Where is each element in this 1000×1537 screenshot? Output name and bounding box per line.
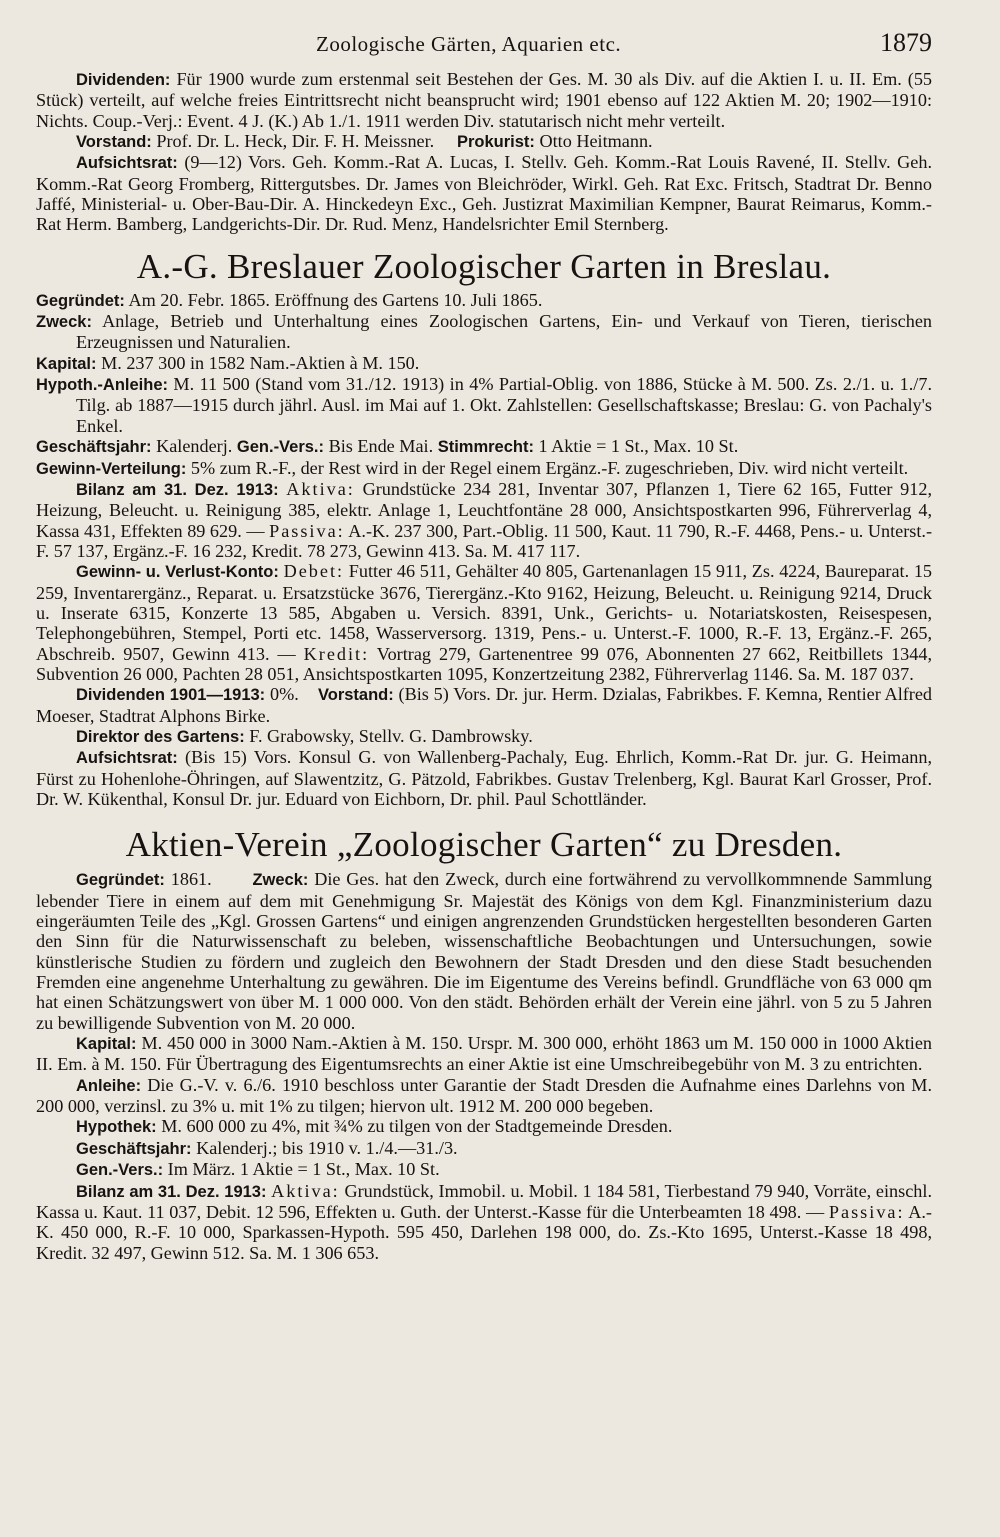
label: Gegründet:: [36, 291, 125, 310]
kredit-label: Kredit:: [303, 643, 370, 664]
zweck-paragraph: [36, 311, 932, 353]
geschaeftsjahr-paragraph: [36, 1138, 932, 1159]
text: Grundstück, Immobil. u. Mobil. 1 184 581, Tierbestand 79 940, Vorräte, einschl. Kassa u. Kaut. 11 037, Debit. 12 596, Effekten u. Guth. der Unterst.-Kasse für die Unterbeamten 18 498. —: [36, 1180, 932, 1222]
text: Im März. 1 Aktie = 1 St., Max. 10 St.: [167, 1159, 440, 1180]
text: M. 11 500 (Stand vom 31./12. 1913) in 4% Partial-Oblig. von 1886, Stücke à M. 500. Zs. 2./1. u. 1./7. Tilg. ab 1887—1915 durch jährl. Ausl. im Mai auf 1. Okt. Zahlstellen: Gesellschaftskasse; Breslau: G. von Pachaly's Enkel.: [76, 374, 932, 436]
bilanz-paragraph: [36, 1181, 932, 1263]
direktor-paragraph: [36, 726, 932, 747]
text: (9—12) Vors. Geh. Komm.-Rat A. Lucas, I. Stellv. Geh. Komm.-Rat Louis Ravené, II. Stellv. Geh. Komm.-Rat Georg Fromberg, Rittergutsbes. Dr. James von Bleichröder, Wirkl. Geh. Rat Exc. Fritsch, Stadtrat Dr. Benno Jaffé, Ministerial- u. Ober-Bau-Dir. A. Hinckedeyn Exc., Geh. Justizrat Maximilian Kempner, Baurat Reimarus, Komm.-Rat Herm. Bamberg, Landgerichts-Dir. Dr. Rud. Menz, Handelsrichter Emil Sternberg.: [36, 152, 932, 235]
label: Bilanz am 31. Dez. 1913:: [76, 1182, 267, 1201]
hypoth-anleihe-paragraph: [36, 374, 932, 436]
text: Vortrag 279, Gartenentree 99 076, Abonnenten 27 662, Reitbillets 1344, Subvention 26 000, Pachten 28 051, Ansichtspostkarten 1095, Konzertzeitung 2382, Führerverlag 1146. Sa. M. 187 037.: [36, 643, 932, 684]
text: Otto Heitmann.: [539, 131, 653, 152]
text: (Bis 5) Vors. Dr. jur. Herm. Dzialas, Fabrikbes. F. Kemna, Rentier Alfred Moeser, Stadtrat Alphons Birke.: [36, 684, 933, 726]
label: Kapital:: [36, 354, 97, 373]
bilanz-paragraph: [36, 479, 932, 561]
text: 0%.: [269, 684, 299, 705]
passiva-label: Passiva:: [828, 1201, 905, 1222]
label: Hypothek:: [76, 1118, 157, 1137]
label: Gen.-Vers.:: [236, 438, 325, 457]
text: Anlage, Betrieb und Unterhaltung eines Zoologischen Gartens, Ein- und Verkauf von Tieren, tierischen Erzeugnissen und Naturalien.: [76, 311, 933, 353]
label: Geschäftsjahr:: [76, 1139, 192, 1158]
text: (Bis 15) Vors. Konsul G. von Wallenberg-Pachaly, Eug. Ehrlich, Komm.-Rat Dr. jur. G. Heimann, Fürst zu Hohenlohe-Öhringen, auf Slawentzitz, G. Pätzold, Fabrikbes. Gustav Trelenberg, Kgl. Baurat Karl Grosser, Prof. Dr. W. Kükenthal, Konsul Dr. jur. Eduard von Eichborn, Dr. phil. Paul Schottländer.: [36, 747, 933, 809]
gen-vers-paragraph: [36, 1159, 932, 1180]
label: Hypoth.-Anleihe:: [36, 376, 168, 395]
label: Stimmrecht:: [437, 438, 534, 457]
text: 1 Aktie = 1 St., Max. 10 St.: [538, 436, 739, 457]
text: 5% zum R.-F., der Rest wird in der Regel einem Ergänz.-F. zugeschrieben, Div. wird nicht verteilt.: [190, 457, 909, 478]
running-title: Zoologische Gärten, Aquarien etc.: [316, 32, 622, 56]
debet-label: Debet:: [283, 561, 345, 582]
label: Kapital:: [76, 1035, 137, 1054]
kapital-paragraph: [36, 353, 932, 374]
label: Vorstand:: [317, 686, 394, 705]
label: Gen.-Vers.:: [76, 1161, 164, 1180]
label: Anleihe:: [76, 1076, 142, 1095]
page-body: [36, 69, 932, 1263]
section-title-breslau: A.-G. Breslauer Zoologischer Garten in Breslau.: [136, 246, 832, 286]
label: Bilanz am 31. Dez. 1913:: [76, 480, 279, 499]
text: M. 237 300 in 1582 Nam.-Aktien à M. 150.: [101, 352, 420, 373]
label: Aufsichtsrat:: [76, 154, 178, 173]
label: Prokurist:: [456, 133, 535, 152]
label: Geschäftsjahr:: [36, 438, 152, 457]
gegruendet-paragraph: [36, 290, 932, 311]
aktiva-label: Aktiva:: [271, 1180, 340, 1201]
guv-paragraph: [36, 561, 932, 684]
text: 1861.: [170, 869, 212, 890]
dividenden-vorstand-paragraph: [36, 684, 932, 726]
label: Direktor des Gartens:: [76, 727, 245, 746]
label: Gewinn- u. Verlust-Konto:: [76, 563, 279, 582]
label: Gegründet:: [76, 871, 165, 890]
aktiva-label: Aktiva:: [286, 478, 355, 499]
text: Am 20. Febr. 1865. Eröffnung des Gartens 10. Juli 1865.: [128, 289, 543, 310]
text: A.-K. 237 300, Part.-Oblig. 11 500, Kaut. 11 790, R.-F. 4468, Pens.- u. Unterst.-F. 57 137, Ergänz.-F. 16 232, Kredit. 78 273, Gewinn 413. Sa. M. 417 117.: [36, 520, 933, 561]
text: Futter 46 511, Gehälter 40 805, Gartenanlagen 15 911, Zs. 4224, Baureparat. 15 259, Inventarergänz., Reparat. u. Ersatzstücke 3676, Tierergänz.-Kto 9162, Heizung, Beleucht. u. Reinigung 9214, Druck u. Inserate 6315, Konzerte 13 585, Abgaben u. Versich. 8391, Unk., Gerichts- u. Notariatskosten, Reisespesen, Telephongebühren, Stempel, Porti etc. 1458, Wasserversorg. 1319, Pens.- u. Unterst.-F. 1000, R.-F. 13, Ergänz.-F. 265, Abschreib. 9507, Gewinn 413. —: [36, 561, 933, 664]
text: Kalenderj.: [156, 436, 233, 457]
hypothek-paragraph: [36, 1116, 932, 1137]
text: M. 600 000 zu 4%, mit ¾% zu tilgen von der Stadtgemeinde Dresden.: [161, 1116, 673, 1137]
anleihe-paragraph: [36, 1075, 932, 1117]
geschaeftsjahr-paragraph: [36, 436, 932, 457]
label: Gewinn-Verteilung:: [36, 459, 187, 478]
dividenden-paragraph: [36, 69, 932, 131]
text: Kalenderj.; bis 1910 v. 1./4.—31./3.: [196, 1137, 458, 1158]
running-header: [0, 28, 1000, 62]
label: Zweck:: [36, 313, 92, 332]
aufsichtsrat-paragraph: [36, 152, 932, 234]
text: Für 1900 wurde zum erstenmal seit Bestehen der Ges. M. 30 als Div. auf die Aktien I. u. II. Em. (55 Stück) verteilt, auf welche freies Eintrittsrecht nicht beansprucht wird; 1901 ebenso auf 122 Aktien M. 20; 1902—1910: Nichts. Coup.-Verj.: Event. 4 J. (K.) Ab 1./1. 1911 werden Div. statutarisch nicht mehr verteilt.: [36, 69, 933, 131]
text: Prof. Dr. L. Heck, Dir. F. H. Meissner.: [156, 131, 435, 152]
aufsichtsrat-paragraph: [36, 747, 932, 809]
gewinn-verteilung-paragraph: [36, 458, 932, 479]
label: Vorstand:: [76, 133, 152, 152]
text: F. Grabowsky, Stellv. G. Dambrowsky.: [249, 725, 533, 746]
passiva-label: Passiva:: [269, 520, 345, 541]
section-title-dresden: Aktien-Verein „Zoologischer Garten“ zu Dresden.: [125, 825, 843, 865]
label: Zweck:: [252, 871, 309, 890]
label: Dividenden:: [76, 71, 171, 89]
label: Dividenden 1901—1913:: [76, 686, 266, 705]
vorstand-paragraph: [36, 131, 932, 152]
text: M. 450 000 in 3000 Nam.-Aktien à M. 150. Urspr. M. 300 000, erhöht 1863 um M. 150 000 in 1000 Aktien II. Em. à M. 150. Für Übertragung des Eigentumsrechts an einer Aktie ist eine Umschreibegebühr von M. 3 zu entrichten.: [36, 1033, 932, 1075]
label: Aufsichtsrat:: [76, 749, 178, 768]
kapital-paragraph: [36, 1033, 932, 1075]
gegruendet-zweck-paragraph: [36, 869, 932, 1033]
text: A.-K. 450 000, R.-F. 10 000, Sparkassen-Hypoth. 595 450, Darlehen 198 000, do. Zs.-Kto 1695, Unterst.-Kasse 18 498, Kredit. 32 497, Gewinn 512. Sa. M. 1 306 653.: [36, 1201, 932, 1263]
text: Die Ges. hat den Zweck, durch eine fortwährend zu vervollkommnende Sammlung lebender Tiere in einem auf dem mit Genehmigung Sr. Majestät des Königs von dem Kgl. Finanzministerium dazu eingeräumten Teile des „Kgl. Grossen Gartens“ und einigen angrenzenden Grundstücken hergestellten besonderen Garten den Sinn für die Naturwissenschaft zu beleben, wissenschaftliche Beobachtungen und Untersuchungen, sowie künstlerische Studien zu fördern und zugleich den Bewohnern der Stadt Dresden und den diese Stadt besuchenden Fremden eine angenehme Unterhaltung zu gewähren. Die im Eigentume des Vereins befindl. Grundfläche von 63 000 qm hat einen Schätzungswert von über M. 1 000 000. Von den städt. Behörden erhält der Verein eine jährl. von 5 zu 5 Jahren zu bewilligende Subvention von M. 20 000.: [36, 869, 933, 1033]
text: Bis Ende Mai.: [328, 436, 434, 457]
text: Grundstücke 234 281, Inventar 307, Pflanzen 1, Tiere 62 165, Futter 912, Heizung, Beleucht. u. Reinigung 385, elektr. Anlage 1, Leuchtfontäne 28 000, Ansichtspostkarten 996, Führerverlag 4, Kassa 431, Effekten 89 629. —: [36, 478, 933, 541]
text: Die G.-V. v. 6./6. 1910 beschloss unter Garantie der Stadt Dresden die Aufnahme eines Darlehns von M. 200 000, verzinsl. zu 3% u. mit 1% zu tilgen; hiervon ult. 1912 M. 200 000 begeben.: [36, 1074, 933, 1117]
page-number: 1879: [880, 28, 932, 57]
